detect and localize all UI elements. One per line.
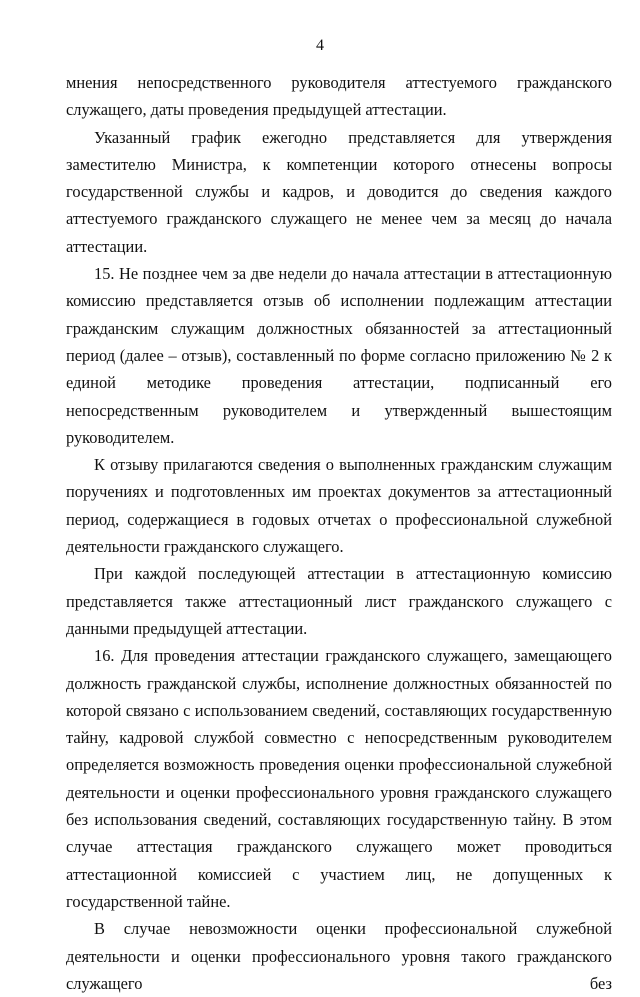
paragraph-review-attachments: К отзыву прилагаются сведения о выполненных гражданским служащим поручениях и подготовленных им проектах документов за аттестационный период, содержащиеся в годовых отчетах о профессиональной служебной деятельности гражданского служащего. xyxy=(66,455,612,557)
paragraph-impossibility-case: В случае невозможности оценки профессиональной служебной деятельности и оценки профессионального уровня такого гражданского служащего без xyxy=(66,919,612,993)
paragraph-schedule-approval: Указанный график ежегодно представляется для утверждения заместителю Министра, к компетенции которого отнесены вопросы государственной службы и кадров, и доводится до сведения каждого аттестуемого гражданского служащего не менее чем за месяц до начала аттестации. xyxy=(66,127,612,256)
paragraph-item-15: 15. Не позднее чем за две недели до начала аттестации в аттестационную комиссию представляется отзыв об исполнении подлежащим аттестации гражданским служащим должностных обязанностей за аттестационный период (далее – отзыв), составленный по форме согласно приложению № 2 к единой методике проведения аттестации, подписанный его непосредственным руководителем и утвержденный вышестоящим руководителем. xyxy=(66,264,612,447)
paragraph-item-16: 16. Для проведения аттестации гражданского служащего, замещающего должность гражданской службы, исполнение должностных обязанностей по которой связано с использованием сведений, составляющих государственную тайну, кадровой службой совместно с непосредственным руководителем определяется возможность проведения оценки профессиональной служебной деятельности и оценки профессионального уровня гражданского служащего без использования сведений, составляющих государственную тайну. В этом случае аттестация гражданского служащего может проводиться аттестационной комиссией с участием лиц, не допущенных к государственной тайне. xyxy=(66,646,612,911)
document-body xyxy=(66,69,612,997)
paragraph-continuation: мнения непосредственного руководителя аттестуемого гражданского служащего, даты проведения предыдущей аттестации. xyxy=(66,73,612,120)
paragraph-previous-attestation-sheet: При каждой последующей аттестации в аттестационную комиссию представляется также аттестационный лист гражданского служащего с данными предыдущей аттестации. xyxy=(66,564,612,638)
page-number: 4 xyxy=(316,37,324,54)
